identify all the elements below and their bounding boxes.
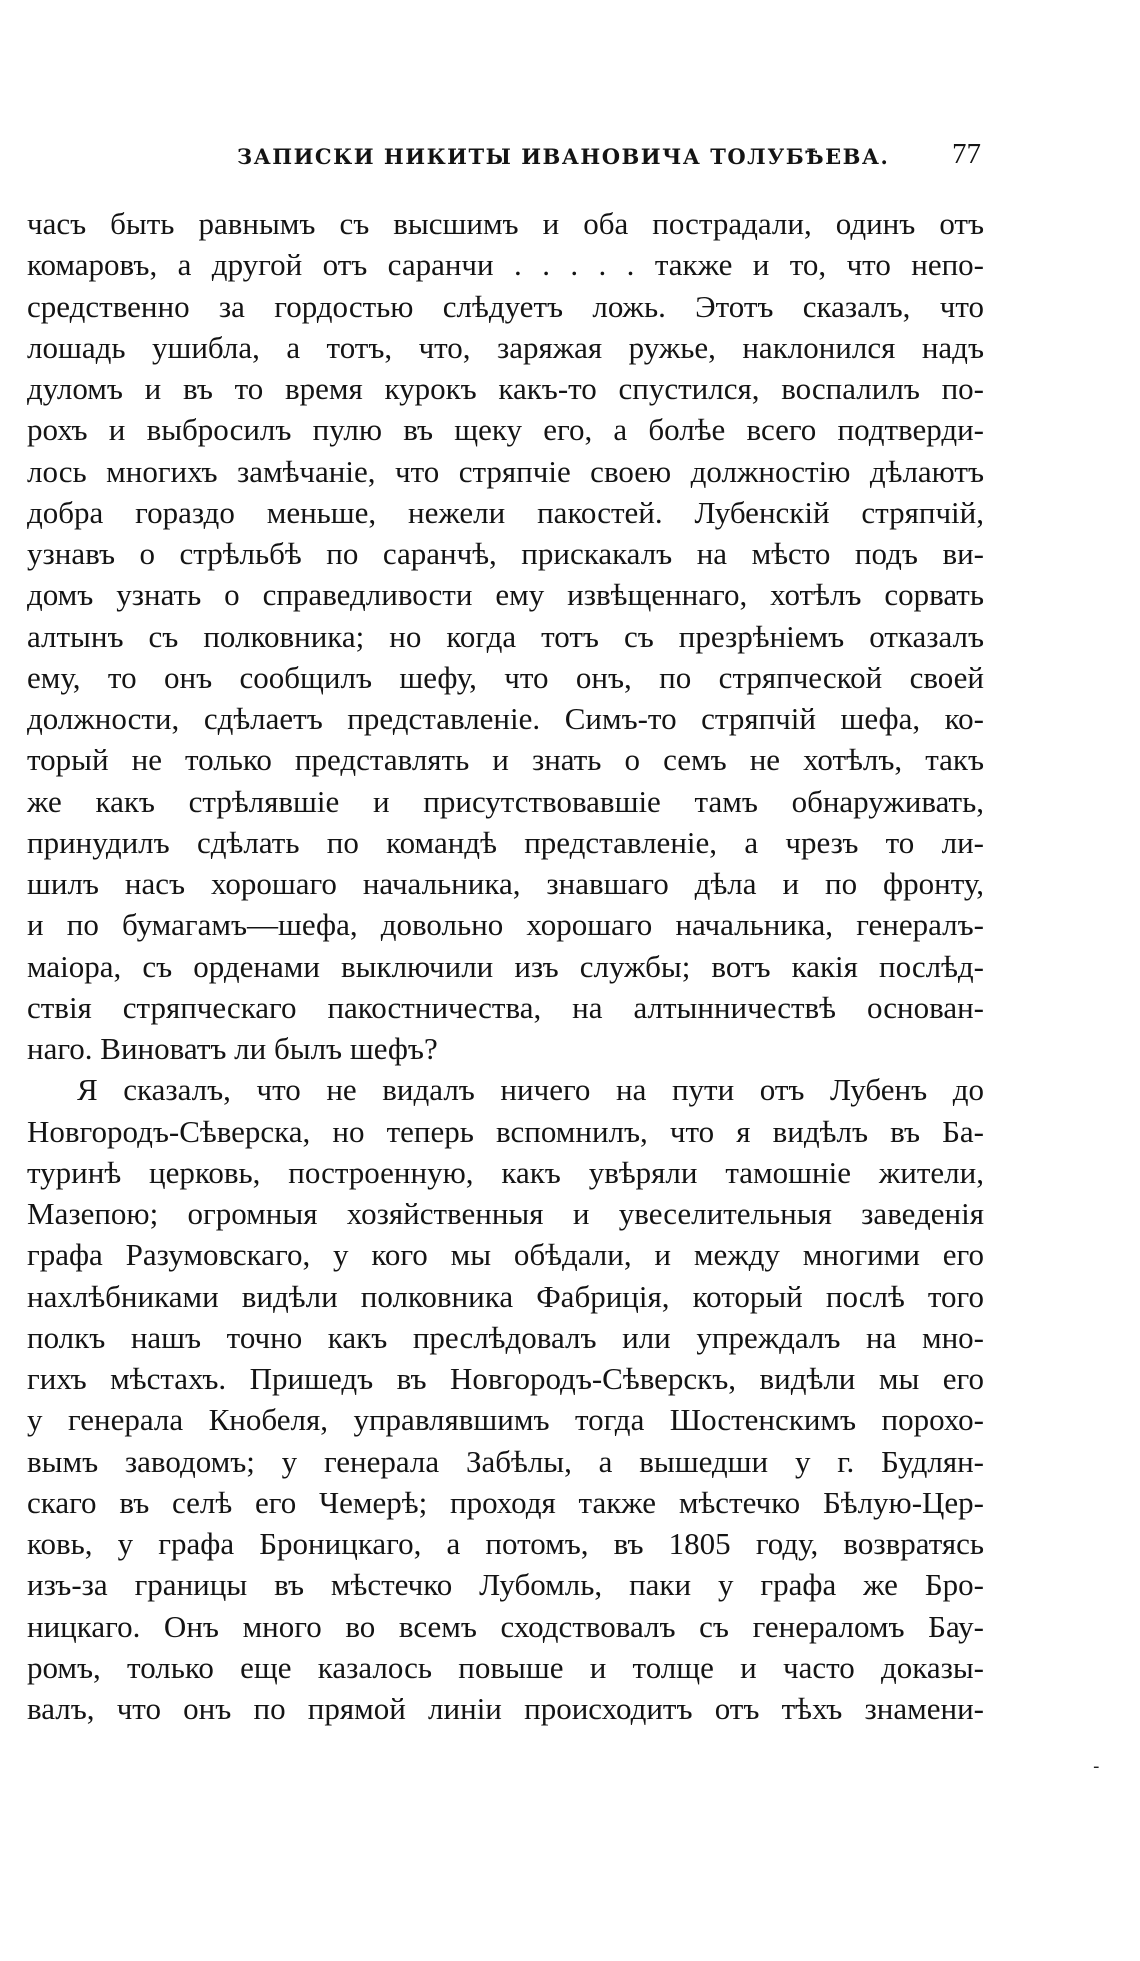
- text-line: у генерала Кнобеля, управлявшимъ тогда Шостенскимъ порохо-: [27, 1402, 984, 1438]
- text-line: маіора, съ орденами выключили изъ службы; вотъ какія послѣд-: [27, 948, 984, 984]
- text-line: должности, сдѣлаетъ представленіе. Симъ-то стряпчій шефа, ко-: [27, 701, 984, 736]
- text-line: скаго въ селѣ его Чемерѣ; проходя также мѣстечко Бѣлую-Цер-: [27, 1484, 984, 1520]
- text-line: гихъ мѣстахъ. Пришедъ въ Новгородъ-Сѣверскъ, видѣли мы его: [27, 1361, 984, 1396]
- text-line: узнавъ о стрѣльбѣ по саранчѣ, прискакалъ на мѣсто подъ ви-: [27, 536, 984, 571]
- text-line: принудилъ сдѣлать по командѣ представленіе, а чрезъ то ли-: [27, 824, 984, 860]
- text-line: графа Разумовскаго, у кого мы обѣдали, и между многими его: [27, 1237, 984, 1273]
- text-line: торый не только представлять и знать о семъ не хотѣлъ, такъ: [27, 742, 984, 778]
- text-line: вымъ заводомъ; у генерала Забѣлы, а вышедши у г. Будлян-: [27, 1443, 984, 1479]
- text-line: ковь, у графа Броницкаго, а потомъ, въ 1805 году, возвратясь: [27, 1526, 984, 1561]
- text-line: туринѣ церковь, построенную, какъ увѣряли тамошніе жители,: [27, 1154, 984, 1190]
- text-line: ему, то онъ сообщилъ шефу, что онъ, по стряпческой своей: [27, 659, 984, 695]
- page-number: 77: [952, 138, 981, 170]
- text-line: нахлѣбниками видѣли полковника Фабриція, который послѣ того: [27, 1278, 984, 1314]
- text-line: же какъ стрѣлявшіе и присутствовавшіе тамъ обнаруживать,: [27, 783, 984, 819]
- body-text: [27, 203, 984, 1729]
- text-line: валъ, что онъ по прямой линіи происходитъ отъ тѣхъ знамени-: [27, 1691, 984, 1726]
- text-line: рохъ и выбросилъ пулю въ щеку его, а болѣе всего подтверди-: [27, 412, 984, 448]
- text-line: Мазепою; огромныя хозяйственныя и увеселительныя заведенія: [27, 1196, 984, 1231]
- text-line: ницкаго. Онъ много во всемъ сходствовалъ съ генераломъ Бау-: [27, 1608, 984, 1644]
- text-line: шилъ насъ хорошаго начальника, знавшаго дѣла и по фронту,: [27, 866, 984, 901]
- text-line: полкъ нашъ точно какъ преслѣдовалъ или упреждалъ на мно-: [27, 1319, 984, 1355]
- text-line: ромъ, только еще казалось повыше и толще и часто доказы-: [27, 1649, 984, 1685]
- text-line: Я сказалъ, что не видалъ ничего на пути отъ Лубенъ до: [77, 1072, 984, 1108]
- text-line: комаровъ, а другой отъ саранчи . . . . . также и то, что непо-: [27, 247, 984, 283]
- text-line: Новгородъ-Сѣверска, но теперь вспомнилъ, что я видѣлъ въ Ба-: [27, 1113, 984, 1149]
- text-line: лось многихъ замѣчаніе, что стряпчіе своею должностію дѣлаютъ: [27, 453, 984, 489]
- text-line: средственно за гордостью слѣдуетъ ложь. Этотъ сказалъ, что: [27, 288, 984, 324]
- text-line: дуломъ и въ то время курокъ какъ-то спустился, воспалилъ по-: [27, 371, 984, 406]
- text-line: часъ быть равнымъ съ высшимъ и оба пострадали, одинъ отъ: [27, 206, 984, 241]
- text-line: домъ узнать о справедливости ему извѣщеннаго, хотѣлъ сорвать: [27, 577, 984, 613]
- text-line: добра гораздо меньше, нежели пакостей. Лубенскій стряпчій,: [27, 494, 984, 530]
- text-line: ствія стряпческаго пакостничества, на алтынничествѣ основан-: [27, 989, 984, 1025]
- text-line: лошадь ушибла, а тотъ, что, заряжая ружье, наклонился надъ: [27, 329, 984, 365]
- text-line: наго. Виноватъ ли былъ шефъ?: [27, 1031, 438, 1066]
- text-line: и по бумагамъ—шефа, довольно хорошаго начальника, генералъ-: [27, 907, 984, 943]
- text-line: изъ-за границы въ мѣстечко Лубомль, паки у графа же Бро-: [27, 1567, 984, 1603]
- text-line: алтынъ съ полковника; но когда тотъ съ презрѣніемъ отказалъ: [27, 618, 984, 654]
- running-title: ЗАПИСКИ НИКИТЫ ИВАНОВИЧА ТОЛУБѢЕВА.: [237, 144, 890, 169]
- running-header: [0, 138, 1140, 178]
- margin-mark: -: [1093, 1756, 1100, 1777]
